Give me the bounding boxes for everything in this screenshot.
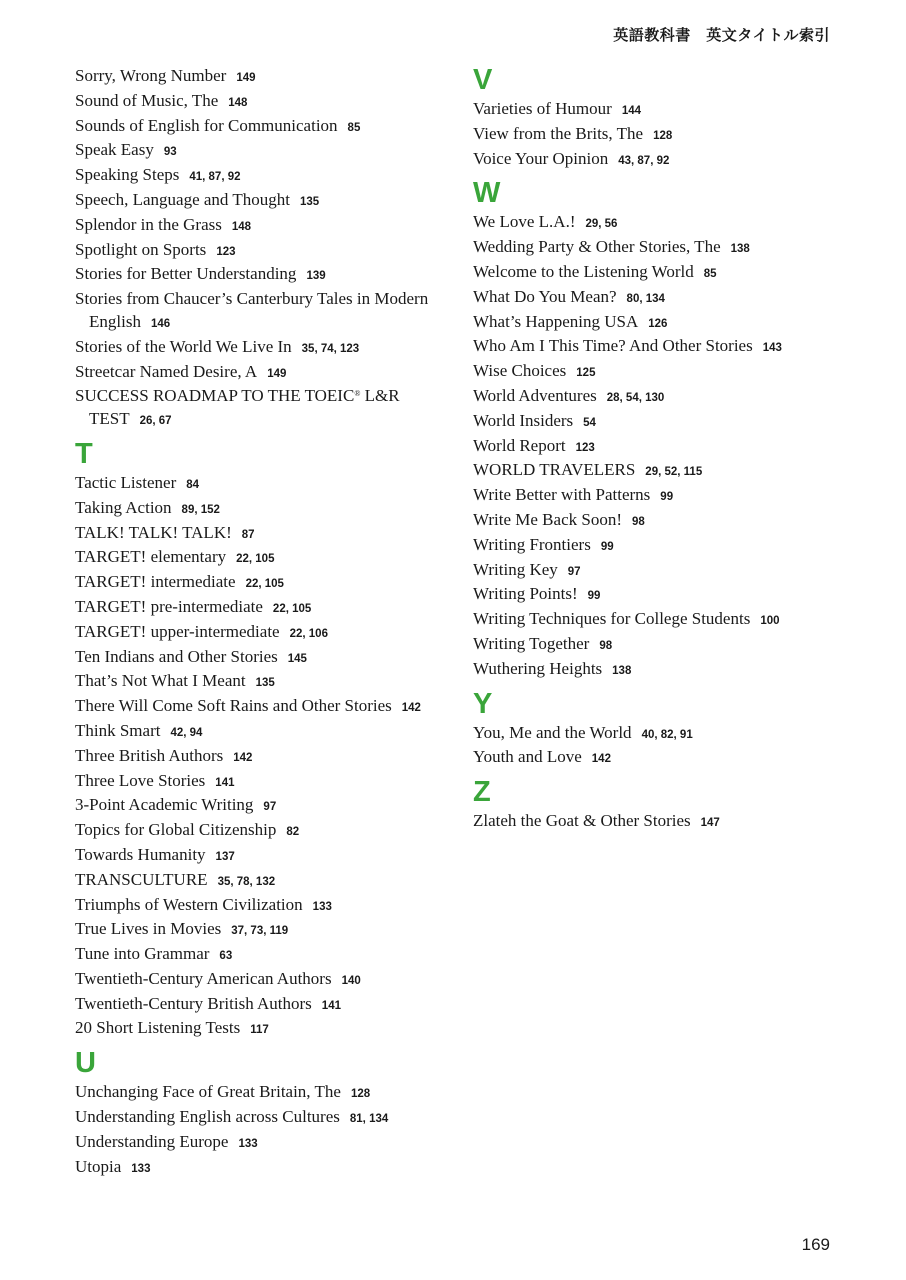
entry-title: We Love L.A.!	[473, 212, 576, 232]
index-entry	[473, 509, 833, 534]
entry-pages: 135	[255, 677, 275, 690]
entry-pages: 97	[263, 801, 277, 814]
index-column-left	[75, 65, 455, 1180]
entry-pages: 142	[591, 753, 611, 766]
entry-title: 3-Point Academic Writing	[75, 795, 254, 815]
index-entry	[75, 65, 455, 90]
index-entry	[473, 633, 833, 658]
entry-title: Towards Humanity	[75, 844, 206, 864]
index-entry	[473, 559, 833, 584]
index-entry	[75, 819, 455, 844]
index-entry	[75, 361, 455, 386]
index-entry	[75, 596, 455, 621]
entry-title: World Insiders	[473, 410, 574, 430]
entry-title: 20 Short Listening Tests	[75, 1018, 241, 1038]
entry-title-continued: L&R TEST	[89, 386, 400, 429]
entry-pages: 22, 106	[289, 627, 328, 640]
entry-title: Writing Techniques for College Students	[473, 609, 751, 629]
index-entry	[75, 189, 455, 214]
entry-title: WORLD TRAVELERS	[473, 460, 636, 480]
entry-pages: 139	[306, 270, 326, 283]
index-section	[473, 777, 833, 835]
entry-title: Triumphs of Western Civilization	[75, 894, 303, 914]
index-entry	[75, 1081, 455, 1106]
entry-title: Voice Your Opinion	[473, 148, 609, 168]
entry-pages: 35, 78, 132	[217, 875, 276, 888]
entry-title: Stories from Chaucer’s Canterbury Tales in Modern English	[75, 289, 429, 331]
index-section	[473, 65, 833, 172]
index-entry	[75, 670, 455, 695]
entry-title: True Lives in Movies	[75, 919, 222, 939]
section-letter-heading: Y	[473, 687, 493, 720]
entry-pages: 54	[583, 416, 596, 429]
entry-title: Stories for Better Understanding	[75, 264, 297, 284]
entry-pages: 80, 134	[626, 292, 665, 305]
index-entry	[75, 385, 455, 433]
entry-title: That’s Not What I Meant	[75, 671, 246, 691]
index-entry	[473, 435, 833, 460]
entry-pages: 143	[762, 342, 782, 355]
index-entry	[75, 164, 455, 189]
entry-pages: 123	[216, 245, 236, 258]
entry-pages: 29, 52, 115	[645, 466, 703, 479]
index-entry	[75, 239, 455, 264]
index-entry	[75, 263, 455, 288]
index-entry	[473, 311, 833, 336]
index-entry	[473, 98, 833, 123]
entry-pages: 87	[241, 528, 255, 541]
index-entry	[75, 1017, 455, 1042]
entry-title: Sorry, Wrong Number	[75, 66, 227, 85]
index-section	[473, 689, 833, 772]
entry-title: Writing Points!	[473, 584, 578, 604]
page-header: 英語教科書 英文タイトル索引	[613, 26, 830, 44]
entry-title: Taking Action	[75, 497, 172, 517]
index-entry	[473, 123, 833, 148]
index-entry	[75, 844, 455, 869]
entry-title: View from the Brits, The	[473, 123, 644, 143]
entry-title: Utopia	[75, 1156, 122, 1176]
entry-pages: 141	[321, 999, 341, 1012]
entry-pages: 42, 94	[170, 726, 203, 739]
entry-pages: 138	[730, 243, 750, 256]
entry-pages: 98	[599, 639, 613, 652]
entry-pages: 85	[347, 121, 361, 134]
entry-title: Streetcar Named Desire, A	[75, 361, 258, 381]
entry-title: Understanding Europe	[75, 1131, 229, 1151]
index-entry	[75, 720, 455, 745]
entry-title: Stories of the World We Live In	[75, 336, 292, 356]
entry-pages: 133	[312, 900, 332, 913]
index-entry	[75, 115, 455, 140]
entry-pages: 125	[576, 367, 596, 380]
entry-title: Varieties of Humour	[473, 99, 612, 118]
entry-pages: 63	[219, 950, 233, 963]
section-letter-heading: T	[75, 437, 93, 470]
entry-title: Tactic Listener	[75, 472, 177, 492]
entry-title: TARGET! upper-intermediate	[75, 621, 280, 641]
index-entry	[473, 746, 833, 771]
entry-pages: 99	[600, 540, 614, 553]
entry-pages: 26, 67	[139, 415, 172, 428]
index-entry	[473, 484, 833, 509]
entry-title: SUCCESS ROADMAP TO THE TOEIC	[75, 386, 355, 406]
entry-pages: 29, 56	[585, 218, 618, 231]
entry-title: Splendor in the Grass	[75, 214, 222, 234]
index-entry	[75, 1156, 455, 1181]
index-entry	[75, 918, 455, 943]
entry-title: Wise Choices	[473, 361, 567, 381]
entry-pages: 22, 105	[272, 602, 312, 615]
entry-title: Zlateh the Goat & Other Stories	[473, 811, 691, 831]
entry-title: TALK! TALK! TALK!	[75, 522, 232, 542]
entry-title: Topics for Global Citizenship	[75, 820, 277, 840]
entry-pages: 137	[215, 850, 235, 863]
entry-title: Tune into Grammar	[75, 944, 210, 964]
entry-pages: 138	[612, 664, 632, 677]
index-entry	[75, 336, 455, 361]
index-entry	[75, 472, 455, 497]
index-entry	[75, 869, 455, 894]
entry-pages: 149	[267, 367, 287, 380]
index-entry	[75, 1106, 455, 1131]
entry-title: TARGET! intermediate	[75, 572, 236, 592]
entry-title: TARGET! elementary	[75, 547, 227, 567]
index-section	[75, 439, 455, 1042]
index-section	[75, 65, 455, 433]
index-entry	[473, 459, 833, 484]
entry-title: Think Smart	[75, 720, 161, 740]
index-entry	[473, 410, 833, 435]
index-entry	[75, 90, 455, 115]
entry-pages: 133	[238, 1137, 258, 1150]
index-entry	[75, 943, 455, 968]
index-entry	[75, 288, 455, 336]
entry-pages: 100	[760, 615, 780, 628]
entry-pages: 144	[621, 105, 641, 117]
entry-title: Write Better with Patterns	[473, 485, 651, 505]
index-entry	[473, 810, 833, 835]
index-entry	[473, 148, 833, 173]
index-entry	[473, 722, 833, 747]
entry-title: Sounds of English for Communication	[75, 115, 338, 135]
index-entry	[75, 214, 455, 239]
index-entry	[473, 385, 833, 410]
entry-title: Wedding Party & Other Stories, The	[473, 237, 721, 257]
index-entry	[75, 646, 455, 671]
index-entry	[473, 236, 833, 261]
entry-title: Speech, Language and Thought	[75, 189, 290, 209]
entry-title: Sound of Music, The	[75, 90, 219, 110]
entry-pages: 141	[215, 776, 235, 789]
entry-pages: 84	[186, 478, 200, 491]
entry-title: Three British Authors	[75, 745, 224, 765]
entry-pages: 123	[575, 441, 595, 454]
entry-pages: 40, 82, 91	[641, 728, 693, 741]
entry-pages: 128	[653, 129, 673, 142]
entry-pages: 135	[299, 195, 320, 208]
index-entry	[75, 621, 455, 646]
index-entry	[75, 695, 455, 720]
index-column-right	[473, 65, 833, 835]
entry-pages: 81, 134	[349, 1113, 389, 1126]
section-letter-heading: U	[75, 1047, 96, 1080]
entry-title: Twentieth-Century British Authors	[75, 993, 312, 1013]
entry-pages: 99	[660, 491, 674, 504]
index-entry	[75, 571, 455, 596]
section-letter-heading: V	[473, 64, 493, 96]
page-number: 169	[801, 1235, 830, 1254]
index-entry	[473, 360, 833, 385]
entry-title: Understanding English across Cultures	[75, 1107, 340, 1127]
entry-pages: 128	[350, 1088, 371, 1101]
entry-title: You, Me and the World	[473, 722, 632, 742]
index-entry	[473, 335, 833, 360]
entry-title: TRANSCULTURE	[75, 869, 208, 889]
index-section	[75, 1048, 455, 1180]
index-entry	[75, 497, 455, 522]
entry-title: Writing Key	[473, 559, 558, 579]
entry-pages: 146	[150, 317, 171, 330]
entry-pages: 43, 87, 92	[618, 154, 670, 167]
index-entry	[75, 546, 455, 571]
index-section	[473, 178, 833, 682]
entry-pages: 35, 74, 123	[301, 342, 360, 355]
entry-pages: 148	[231, 220, 252, 233]
entry-title: There Will Come Soft Rains and Other Stories	[75, 696, 392, 716]
entry-pages: 99	[587, 590, 601, 603]
index-entry	[75, 139, 455, 164]
entry-pages: 147	[700, 817, 720, 830]
entry-title: Spotlight on Sports	[75, 239, 207, 259]
index-entry	[75, 745, 455, 770]
entry-pages: 22, 105	[245, 578, 284, 591]
entry-title: Youth and Love	[473, 747, 582, 767]
section-letter-heading: W	[473, 177, 501, 210]
index-entry	[473, 608, 833, 633]
entry-pages: 37, 73, 119	[231, 925, 289, 938]
entry-title: Writing Together	[473, 633, 590, 653]
index-entry	[75, 522, 455, 547]
entry-pages: 126	[648, 317, 668, 330]
entry-title: What’s Happening USA	[473, 311, 639, 331]
index-entry	[473, 211, 833, 236]
index-entry	[473, 261, 833, 286]
index-entry	[75, 1131, 455, 1156]
entry-pages: 89, 152	[181, 503, 220, 516]
entry-pages: 142	[233, 751, 253, 764]
entry-title: Ten Indians and Other Stories	[75, 646, 278, 666]
entry-title: Welcome to the Listening World	[473, 261, 694, 281]
entry-pages: 22, 105	[236, 553, 275, 566]
entry-pages: 148	[228, 96, 248, 109]
entry-title: World Adventures	[473, 385, 597, 405]
index-entry	[75, 770, 455, 795]
entry-pages: 93	[163, 146, 177, 159]
index-entry	[473, 583, 833, 608]
entry-pages: 145	[287, 652, 307, 665]
entry-title: TARGET! pre-intermediate	[75, 596, 263, 616]
entry-pages: 28, 54, 130	[606, 391, 665, 404]
entry-title: World Report	[473, 435, 566, 455]
entry-title: Write Me Back Soon!	[473, 509, 622, 529]
registered-mark: ®	[354, 389, 361, 399]
index-entry	[75, 993, 455, 1018]
index-entry	[473, 534, 833, 559]
index-entry	[473, 286, 833, 311]
index-entry	[75, 794, 455, 819]
entry-title: Wuthering Heights	[473, 658, 603, 678]
entry-pages: 97	[567, 565, 581, 578]
index-entry	[75, 968, 455, 993]
entry-title: Speaking Steps	[75, 165, 180, 185]
entry-title: Three Love Stories	[75, 770, 206, 790]
entry-pages: 142	[401, 702, 421, 715]
entry-pages: 85	[703, 267, 717, 280]
entry-pages: 133	[131, 1162, 151, 1175]
entry-title: What Do You Mean?	[473, 286, 617, 306]
entry-pages: 82	[286, 826, 300, 839]
entry-title: Who Am I This Time? And Other Stories	[473, 336, 753, 356]
entry-pages: 117	[250, 1024, 269, 1037]
entry-pages: 41, 87, 92	[189, 171, 241, 184]
entry-pages: 149	[236, 72, 256, 84]
index-entry	[473, 658, 833, 683]
entry-pages: 140	[341, 974, 361, 987]
entry-title: Speak Easy	[75, 140, 154, 160]
index-entry	[75, 894, 455, 919]
entry-title: Unchanging Face of Great Britain, The	[75, 1082, 341, 1102]
entry-title: Writing Frontiers	[473, 534, 591, 554]
entry-title: Twentieth-Century American Authors	[75, 968, 332, 988]
entry-pages: 98	[631, 515, 645, 528]
section-letter-heading: Z	[473, 776, 491, 809]
